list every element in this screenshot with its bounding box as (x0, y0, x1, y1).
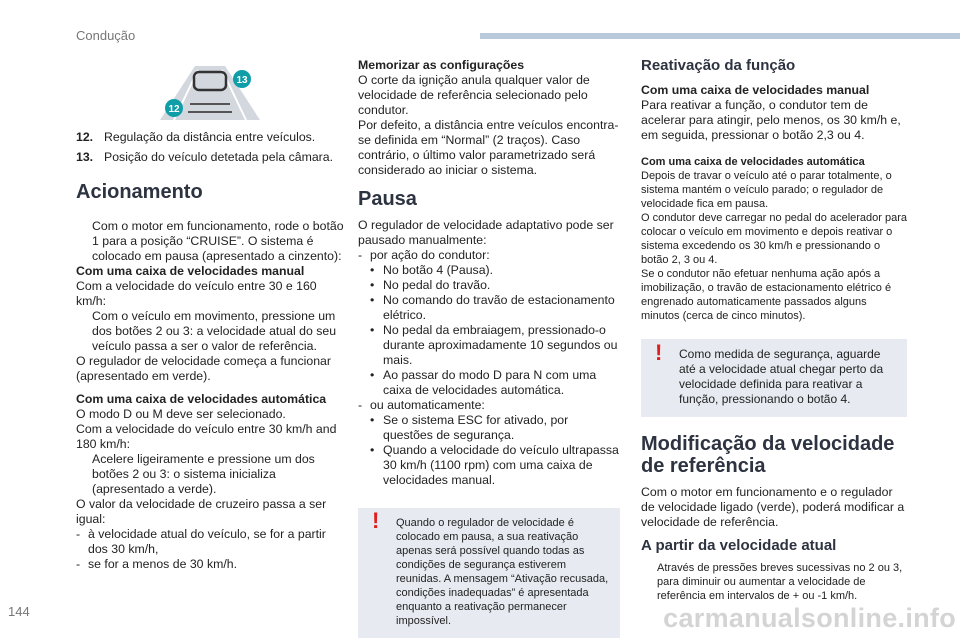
dash-item-2: - se for a menos de 30 km/h. (76, 557, 238, 571)
manual-after: O regulador de velocidade começa a funcionar (apresentado em verde). (76, 354, 331, 383)
reactivate-manual-title: Com uma caixa de velocidades manual (641, 83, 870, 97)
heading-velocidade-atual: A partir da velocidade atual (641, 537, 837, 554)
reactivate-auto-p1: Depois de travar o veículo até o parar totalmente, o sistema mantém o veículo parado; o regulador de velocidade fica em pausa. (641, 170, 892, 210)
auto-after: O valor da velocidade de cruzeiro passa a ser igual: (76, 497, 327, 526)
reactivate-auto-p3: Se o condutor não efetuar nenhuma ação após a imobilização, o travão de estacionamento elétrico é engrenado automaticamente passados alguns minutos (cerca de cinco minutos). (641, 268, 892, 322)
watermark: carmanualsonline.info (663, 603, 956, 633)
column-1 (76, 58, 348, 572)
reactivate-manual-text: Para reativar a função, o condutor tem de acelerar para atingir, pelo menos, os 30 km/h e, em seguida, pressionar o botão 2,3 ou 4. (641, 98, 901, 142)
memo-p1: O corte da ignição anula qualquer valor de velocidade de referência selecionado pelo condutor. (358, 73, 590, 117)
callout-13-label: 13 (236, 75, 248, 86)
memo-title: Memorizar as configurações (358, 58, 525, 72)
manual-speed-range: Com a velocidade do veículo entre 30 e 160 km/h: (76, 279, 317, 308)
callout-12: 12. Regulação da distância entre veículos. (76, 130, 316, 144)
heading-modificacao: Modificação da velocidade de referência (641, 433, 895, 477)
callout-13: 13. Posição do veículo detetada pela câmara. (76, 150, 334, 164)
auto-dash: - ou automaticamente: (358, 398, 485, 412)
modificacao-text: Com o motor em funcionamento e o regulador de velocidade ligado (verde), poderá modificar a velocidade de referência. (641, 485, 905, 529)
heading-reativacao: Reativação da função (641, 57, 796, 74)
callout-12-label: 12 (168, 104, 180, 115)
dash-item-1: - à velocidade atual do veículo, se for a partir dos 30 km/h, (76, 527, 326, 556)
mod-bullet: Através de pressões breves sucessivas no 2 ou 3, para diminuir ou aumentar a velocidade de referência em intervalos de + ou -1 km/h. (657, 562, 903, 602)
pause-warning-box (358, 508, 620, 638)
intro-bullet: Com o motor em funcionamento, rode o botão 1 para a posição “CRUISE”. O sistema é colocado em pausa (apresentado a cinzento): (76, 219, 348, 264)
memo-p2: Por defeito, a distância entre veículos encontra-se definida em “Normal” (2 traços). Caso contrário, o último valor parametrizado será considerado ao iniciar o sistema. (358, 118, 619, 177)
manual-item: • No pedal da embraiagem, pressionado-o durante aproximadamente 10 segundos ou mais. (370, 323, 618, 367)
column-2 (358, 58, 620, 638)
warning-icon: ! (655, 340, 663, 365)
heading-acionamento: Acionamento (76, 181, 203, 203)
manual-item: • No botão 4 (Pausa). (370, 263, 494, 277)
warning-icon: ! (372, 508, 380, 533)
manual-item: • No comando do travão de estacionamento elétrico. (370, 293, 615, 322)
reactivate-auto-p2: O condutor deve carregar no pedal do acelerador para colocar o veículo em movimento e depois reativar o sistema excedendo os 30 km/h e pressionando o botão 2, 3 ou 4. (641, 212, 908, 266)
pause-warning-text: Quando o regulador de velocidade é colocado em pausa, a sua reativação apenas será possível quando todas as condições de segurança estiverem reunidas. A mensagem “Ativação recusada, condições inadequadas” é apresentada enquanto a reativação permanecer impossível. (396, 517, 609, 627)
manual-item: • Ao passar do modo D para N com uma caixa de velocidades automática. (370, 368, 597, 397)
reactivate-auto-title: Com uma caixa de velocidades automática (641, 156, 865, 168)
auto-gearbox-title: Com uma caixa de velocidades automática (76, 392, 327, 406)
reactivate-warning-box (641, 339, 907, 417)
auto-line-2: Com a velocidade do veículo entre 30 km/h and 180 km/h: (76, 422, 337, 451)
header-bar (480, 33, 960, 39)
heading-pausa: Pausa (358, 188, 417, 210)
auto-item: • Se o sistema ESC for ativado, por questões de segurança. (370, 413, 569, 442)
checkbox-icon (76, 219, 92, 264)
auto-bullet: Acelere ligeiramente e pressione um dos botões 2 ou 3: o sistema inicializa (apresentado a verde). (92, 452, 315, 496)
manual-dash: - por ação do condutor: (358, 248, 490, 262)
column-3 (641, 58, 907, 603)
reactivate-warning-text: Como medida de segurança, aguarde até a velocidade atual chegar perto da velocidade definida para reativar a função, pressionando o botão 4. (679, 347, 884, 406)
auto-item: • Quando a velocidade do veículo ultrapassa 30 km/h (1100 rpm) com uma caixa de velocidades manual. (370, 443, 619, 487)
auto-line-1: O modo D ou M deve ser selecionado. (76, 407, 286, 421)
page-number: 144 (8, 604, 30, 619)
manual-item: • No pedal do travão. (370, 278, 491, 292)
section-title: Condução (76, 28, 136, 43)
manual-gearbox-title: Com uma caixa de velocidades manual (76, 264, 305, 278)
manual-bullet: Com o veículo em movimento, pressione um dos botões 2 ou 3: a velocidade atual do seu veículo passa a ser o valor de referência. (92, 309, 337, 353)
pausa-intro: O regulador de velocidade adaptativo pode ser pausado manualmente: (358, 218, 614, 247)
